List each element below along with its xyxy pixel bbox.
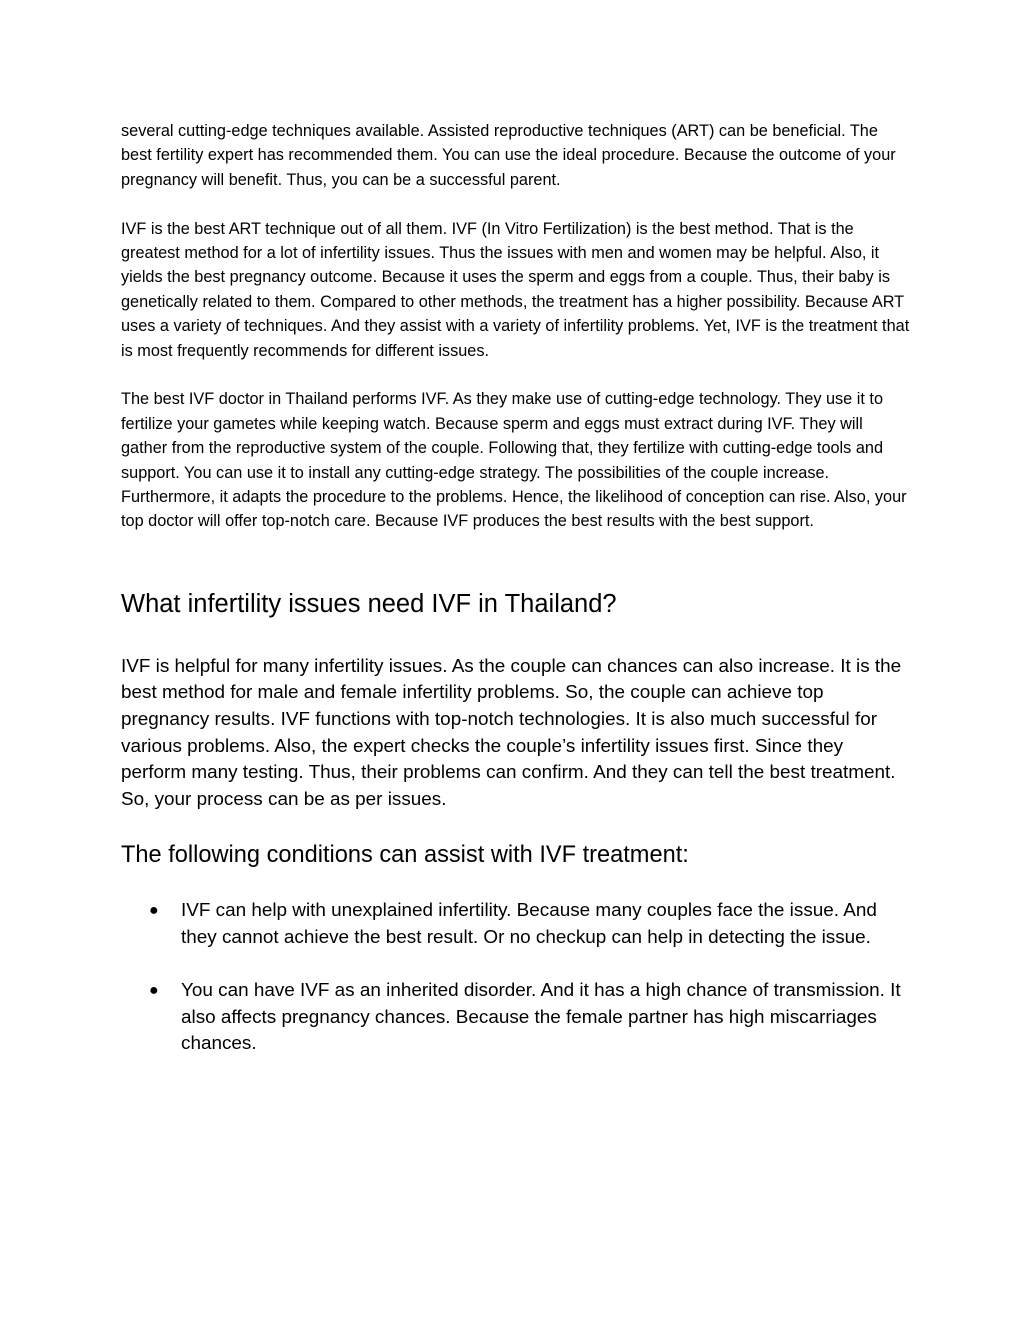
section-spacer (121, 813, 911, 840)
list-spacer (121, 952, 911, 979)
conditions-list (121, 898, 911, 1058)
bullet-icon: ● (149, 982, 159, 1000)
document-page (121, 119, 911, 1058)
section-spacer (121, 620, 911, 654)
paragraph-spacer (121, 363, 911, 387)
paragraph-spacer (121, 192, 911, 216)
section-spacer (121, 534, 911, 588)
intro-paragraph-1: several cutting-edge techniques available. Assisted reproductive techniques (ART) can be beneficial. The best fertility expert has recommended them. You can use the ideal procedure. Because the outcome of your pregnancy will benefit. Thus, you can be a successful parent. (121, 122, 896, 189)
main-paragraph: IVF is helpful for many infertility issues. As the couple can chances can also increase. It is the best method for male and female infertility problems. So, the couple can achieve top pregnancy results. IVF functions with top-notch technologies. It is also much successful for various problems. Also, the expert checks the couple’s infertility issues first. Since they perform many testing. Thus, their problems can confirm. And they can tell the best treatment. So, your process can be as per issues. (121, 655, 902, 810)
section-spacer (121, 870, 911, 898)
bullet-icon: ● (149, 902, 159, 920)
intro-paragraph-2: IVF is the best ART technique out of all them. IVF (In Vitro Fertilization) is the best method. That is the greatest method for a lot of infertility issues. Thus the issues with men and women may be helpful. Also, it yields the best pregnancy outcome. Because it uses the sperm and eggs from a couple. Thus, their baby is genetically related to them. Compared to other methods, the treatment has a higher possibility. Because ART uses a variety of techniques. And they assist with a variety of infertility problems. Yet, IVF is the treatment that is most frequently recommends for different issues. (121, 219, 910, 360)
list-item (121, 898, 911, 951)
list-item-text: IVF can help with unexplained infertility. Because many couples face the issue. And they cannot achieve the best result. Or no checkup can help in detecting the issue. (181, 900, 877, 949)
list-item-text: You can have IVF as an inherited disorder. And it has a high chance of transmission. It also affects pregnancy chances. Because the female partner has high miscarriages chances. (181, 980, 901, 1055)
intro-paragraph-3: The best IVF doctor in Thailand performs IVF. As they make use of cutting-edge technology. They use it to fertilize your gametes while keeping watch. Because sperm and eggs must extract during IVF. They will gather from the reproductive system of the couple. Following that, they fertilize with cutting-edge tools and support. You can use it to install any cutting-edge strategy. The possibilities of the couple increase. Furthermore, it adapts the procedure to the problems. Hence, the likelihood of conception can rise. Also, your top doctor will offer top-notch care. Because IVF produces the best results with the best support. (121, 390, 907, 531)
section-heading-ivf-issues: What infertility issues need IVF in Thailand? (121, 589, 617, 618)
section-heading-conditions: The following conditions can assist with IVF treatment: (121, 842, 689, 869)
list-item (121, 978, 911, 1058)
